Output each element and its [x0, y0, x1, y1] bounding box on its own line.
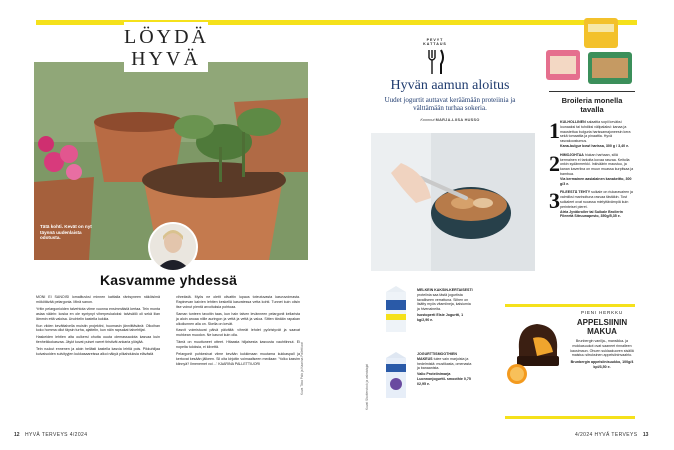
yogurt-bowl-illustration	[371, 133, 535, 271]
body-paragraph: Tein ruukut ennenen ja aloin hellästi kastella kasvia lehtiä pois. Pikkuhiljaa kuivaisoiden sulvityyjen kukkasaareissa alkoi näkyä pilkahduksia elävästä	[36, 347, 160, 357]
product-text: proteiinia saa tästä jogurtista tavalliseen verrattuna. Siihen on lisätty myös vitamiineja, kalsiumia ja hivenaineita.	[417, 292, 471, 312]
right-photo-credit: Kuvat Shutterstock ja valmistajat	[365, 363, 369, 410]
right-headline: Hyvän aamun aloitus	[390, 78, 510, 93]
sidebar-item	[549, 120, 635, 149]
yogurt-carton-1	[383, 286, 409, 332]
right-subheadline: Uudet jogurtit auttavat keräämään proteiinia ja välttämään turhaa sokeria.	[384, 96, 516, 112]
product-name: Valio Proteiinimarja Luonnonjogurtti- smoothie 0,75 l/2,95 e.	[417, 372, 471, 386]
treat-product: Brunbergin appelsiinisuukko, 100g/4 kpl/3,50 e.	[570, 360, 634, 369]
packaging-illustration	[542, 12, 638, 88]
left-footer	[14, 432, 87, 438]
smoothie-carton-2	[383, 352, 409, 398]
sidebar-item-product: Kana-bulgur bowl harissa, 300 g / 3,40 e.	[560, 143, 630, 148]
sidebar-item-number: 2	[549, 150, 560, 176]
right-footer	[575, 432, 648, 438]
sidebar-item-lead: HIMOJOHTAA	[560, 152, 584, 157]
treat-text: Brunbergin vanilja-, mansikka- ja mokkasuukot ovat saaneet rinnalleen kausimaun. Ohuen suklaakuoren sisällä maistuu sitruksinen appelsiininvaahto.	[570, 339, 634, 358]
body-paragraph: Kasvit voimistuvat päivä päivältä: vihreät lehdet pyöristyvät ja saavat muhkean muodon. Ne kasvut kuin olla.	[176, 328, 300, 338]
chicken-products-image	[542, 12, 638, 88]
treat-label: PIENI HERKKU	[580, 310, 624, 315]
sidebar-item-text: hiukan harhaan, sillä kermainen ei tarkoita kovaa rasvaa. Keitolla onkin sydänmerkki. Inkiväärin maustuu, ja kanan kaveriina on muun muassa kurpitsaa ja bambua.	[560, 152, 634, 176]
sidebar-title: Broileria monella tavalla	[561, 96, 623, 114]
sidebar-item-text: salaattia sopii keväksi lounaaksi tai tuhdiksi välipalaksi: kanaa ja maustettua bulguria harissamajoneesin kera sekä tomaattia ja pinaattia. Hyvä rasvakoostumus.	[560, 120, 631, 144]
left-photo-credit: Kuva Tiina Palo ja Kaarina Pallettiuori	[300, 341, 304, 395]
sidebar-item-body	[560, 120, 635, 149]
byline-name: MARJA-LIISA HUSSO	[435, 118, 480, 122]
left-headline: Kasvamme yhdessä	[100, 272, 238, 288]
body-paragraph: Pelargonit puhkesivat viime kevään kukkimaan muutama kukkaspall ja kertovat kesään jälkeen. Sil oita kirjoitin voimaallseen mediaan: 'Yolko kasvim kiinnyä? Ilmenemet voi ...' KAARINA PALLETTIUORI	[176, 352, 300, 366]
product-name: Isostoperti Elsie Jogurtti, 1 kg/2,90 e.	[417, 312, 464, 322]
stamp-badge	[413, 36, 457, 80]
right-page	[337, 0, 674, 450]
treat-bottom-bar	[505, 416, 635, 419]
body-column-2	[176, 295, 300, 369]
right-page-number: 13	[642, 432, 649, 438]
body-paragraph: Tämä on muuttuneet otteet. Hitaasta hiljaisesta kasvusta vauhtiinnut. Ei nopeita tuloksia, ei kilvettä.	[176, 340, 300, 350]
body-paragraph: Saman tunteen tavoitin taas, kun hain talven levänneen pelargonit kellarista ja aloin anoaa niille auringon ja vettä ja vettä ja valoa. Sitten tänään rapakan ulkoilunnen alla on. Skella on kevät.	[176, 311, 300, 326]
sidebar-item-number: 3	[549, 188, 560, 214]
body-paragraph: Haskeiden lehtien alta oulkersi ohutta ouuta olemassaolota kasvaa kuin tienheikkokasvaa. Jäykt kovat puiset varret tiristivät ankaria ylösjää.	[36, 335, 160, 345]
treat-section	[569, 310, 635, 370]
author-portrait	[150, 224, 196, 270]
treat-accent-bar	[505, 304, 635, 307]
body-paragraph: MONI EI SANOISI lomailtuvksi minnen kattialla räntsyneen näköislmä mökötävää pelargonia. Minä sanon.	[36, 295, 160, 304]
product-text: tulee vain marjoista ja hedelmistä: mustikasta, omenasta ja banaanista.	[417, 356, 472, 371]
sidebar-item	[549, 190, 635, 219]
section-title-box	[124, 22, 208, 72]
author-avatar	[148, 222, 198, 272]
carton-illustration	[383, 352, 409, 398]
body-column-1	[36, 295, 160, 359]
sidebar-item-product: Atria Jyväbroiler tai Suikale Broilerin Fileeetä Sitruunapesto, 350g/5,35 e.	[560, 209, 623, 219]
section-title-line2: HYVÄ	[131, 48, 201, 70]
byline	[375, 118, 525, 122]
section-title-line1: LÖYDÄ	[124, 26, 209, 48]
product-block-2	[417, 352, 473, 387]
sidebar-item-text: suikale on riukaravairen ja valmiiksi marinoituna rasvaa tästäkin. Tost suikaleet ovat ruoassa mielyttävämpiä kuin perinteiset pieret.	[560, 190, 633, 209]
body-paragraph: vihreästä. Myös ne oletit olivattin lupaus toteutuvasta kasvuvoimasta. Rapinevan kaivien lehtien keskellä kasvatessa vetta kohti. Tunnet kuin olisin itse voinut pientä arvoituksia pohtoaa.	[176, 295, 300, 309]
sidebar-item-product: Via kermainen aasialainen kanakeitto, 300 g/3 e.	[560, 176, 632, 186]
sidebar-box	[549, 91, 635, 306]
sidebar-item-lead: FILEESTÄ TEHTY	[560, 190, 591, 195]
chocolate-kiss-illustration	[503, 316, 565, 384]
product-title: JOGURTTISMOOTHIEN MAKEUS	[417, 352, 457, 361]
sidebar-item-number: 1	[549, 118, 560, 143]
treat-title: APPELSIININ MAKUA	[576, 318, 628, 336]
right-magazine-name: 4/2024 HYVÄ TERVEYS	[575, 432, 638, 438]
carton-illustration	[383, 286, 409, 332]
body-paragraph: Kun viiden kevättalvella muistin projektini, huomasin jänniittävänä: Olkoihan koko homma ollut täysin turha, ajattelin, kun näin rapsakat talvehtijat.	[36, 323, 160, 333]
stamp-text: PEVYT KATTAUS	[423, 38, 447, 46]
product-title: MELKEIN KAKSIN-KERTAISESTI	[417, 288, 473, 292]
photo-caption: Tätä kohti. Kevät on nyt täynnä uudenlaista odotusta.	[40, 224, 92, 241]
product-block-1	[417, 288, 473, 323]
chocolate-treat-image	[503, 316, 565, 384]
sidebar-item-body	[560, 190, 635, 219]
left-magazine-name: HYVÄ TERVEYS 4/2024	[24, 432, 88, 438]
sidebar-item	[549, 150, 635, 187]
left-page-number: 12	[14, 432, 20, 438]
breakfast-photo	[371, 133, 535, 271]
body-paragraph: Yritin pelargonioiden talvehtota viime vuonna ensimmäistä kertaa. Tein monta asiaa väärin: koska en ole syntynyt viherpeukaloksi: talvisäilö oli sekä liian lämmin että valoisa. Unohtelin kastella kukkia.	[36, 306, 160, 321]
byline-label: Koonnut	[420, 118, 435, 122]
sidebar-item-lead: KULHOLLINEN	[560, 120, 586, 124]
sidebar-item-body	[560, 153, 635, 187]
